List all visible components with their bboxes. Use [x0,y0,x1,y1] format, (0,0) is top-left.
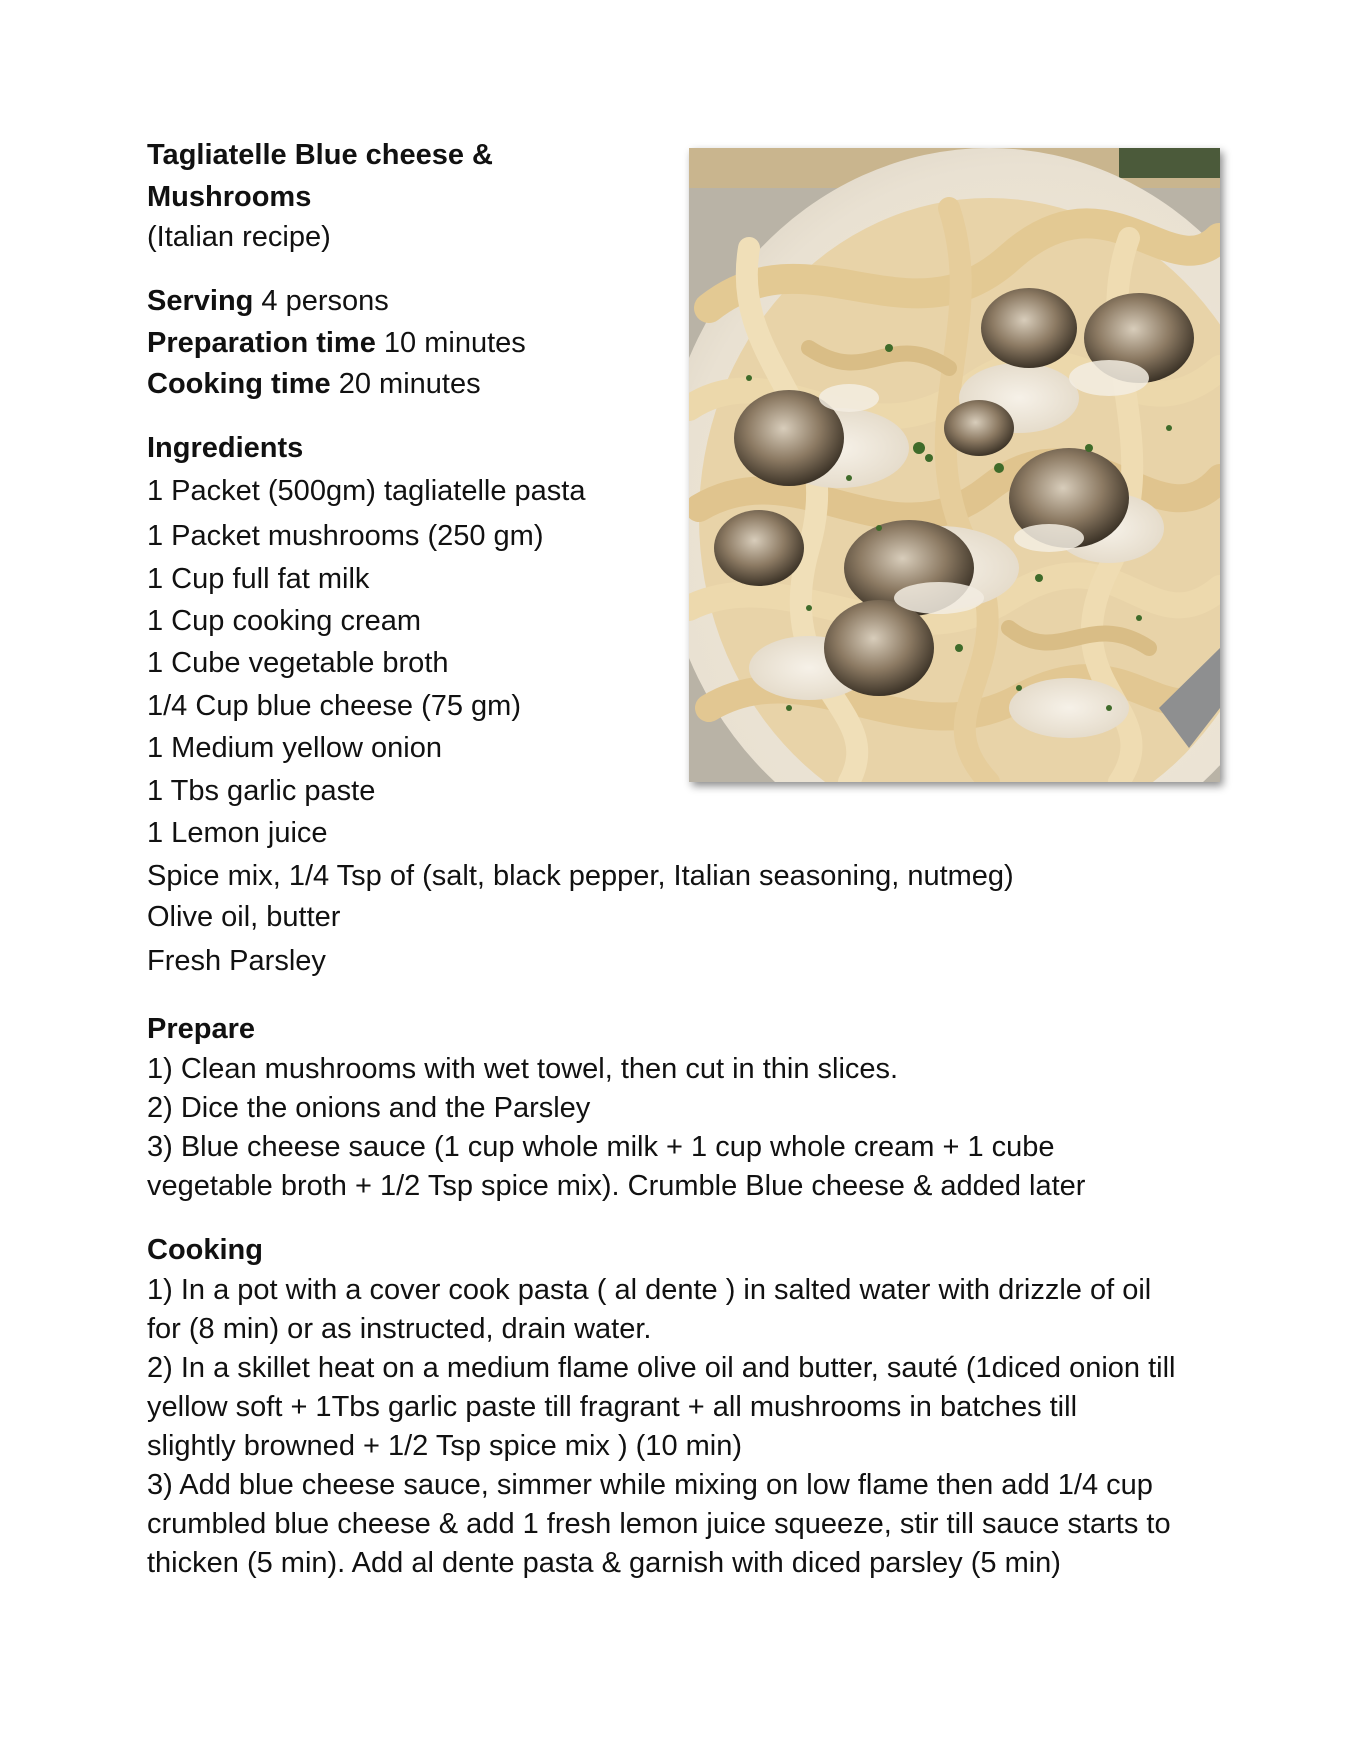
cook-time-value: 20 minutes [330,368,481,400]
cooking-line: slightly browned + 1/2 Tsp spice mix ) (10 min) [147,1430,743,1462]
ingredients-heading: Ingredients [147,432,304,464]
ingredient-item: Olive oil, butter [147,901,341,933]
ingredient-item: 1 Medium yellow onion [147,732,442,764]
cooking-line: 2) In a skillet heat on a medium flame olive oil and butter, sauté (1diced onion till [147,1352,1176,1384]
ingredient-item: 1 Tbs garlic paste [147,775,376,807]
cook-time-row [147,367,481,401]
cooking-line: 3) Add blue cheese sauce, simmer while mixing on low flame then add 1/4 cup [147,1469,1153,1501]
cooking-line: thicken (5 min). Add al dente pasta & garnish with diced parsley (5 min) [147,1547,1061,1579]
ingredient-item: 1/4 Cup blue cheese (75 gm) [147,690,521,722]
prepare-line: 3) Blue cheese sauce (1 cup whole milk + 1 cup whole cream + 1 cube [147,1131,1055,1163]
serving-row [147,284,389,318]
pasta-dish-photo-icon [689,148,1220,782]
ingredient-item: 1 Cup cooking cream [147,605,422,637]
cooking-line: 1) In a pot with a cover cook pasta ( al dente ) in salted water with drizzle of oil [147,1274,1152,1306]
cooking-heading: Cooking [147,1234,263,1266]
prep-time-value: 10 minutes [375,327,526,359]
pasta-dish-photo [689,148,1220,782]
ingredient-item: 1 Cube vegetable broth [147,647,449,679]
prepare-line: vegetable broth + 1/2 Tsp spice mix). Crumble Blue cheese & added later [147,1170,1086,1202]
recipe-title-line1: Tagliatelle Blue cheese & [147,139,493,171]
ingredient-item: 1 Cup full fat milk [147,563,370,595]
recipe-title-line2: Mushrooms [147,181,312,213]
prepare-line: 1) Clean mushrooms with wet towel, then cut in thin slices. [147,1053,899,1085]
recipe-subtitle: (Italian recipe) [147,221,331,253]
prep-time-row [147,326,526,360]
serving-value: 4 persons [253,285,389,317]
cooking-line: for (8 min) or as instructed, drain water. [147,1313,652,1345]
cooking-line: crumbled blue cheese & add 1 fresh lemon juice squeeze, stir till sauce starts to [147,1508,1171,1540]
ingredient-item: Spice mix, 1/4 Tsp of (salt, black pepper, Italian seasoning, nutmeg) [147,860,1014,892]
ingredient-item: 1 Packet (500gm) tagliatelle pasta [147,475,586,507]
prepare-heading: Prepare [147,1013,256,1045]
cooking-line: yellow soft + 1Tbs garlic paste till fragrant + all mushrooms in batches till [147,1391,1078,1423]
ingredient-item: Fresh Parsley [147,945,326,977]
prepare-line: 2) Dice the onions and the Parsley [147,1092,591,1124]
serving-label: Serving [147,285,254,317]
ingredient-item: 1 Packet mushrooms (250 gm) [147,520,544,552]
prep-time-label: Preparation time [147,327,376,359]
cook-time-label: Cooking time [147,368,331,400]
ingredient-item: 1 Lemon juice [147,817,328,849]
